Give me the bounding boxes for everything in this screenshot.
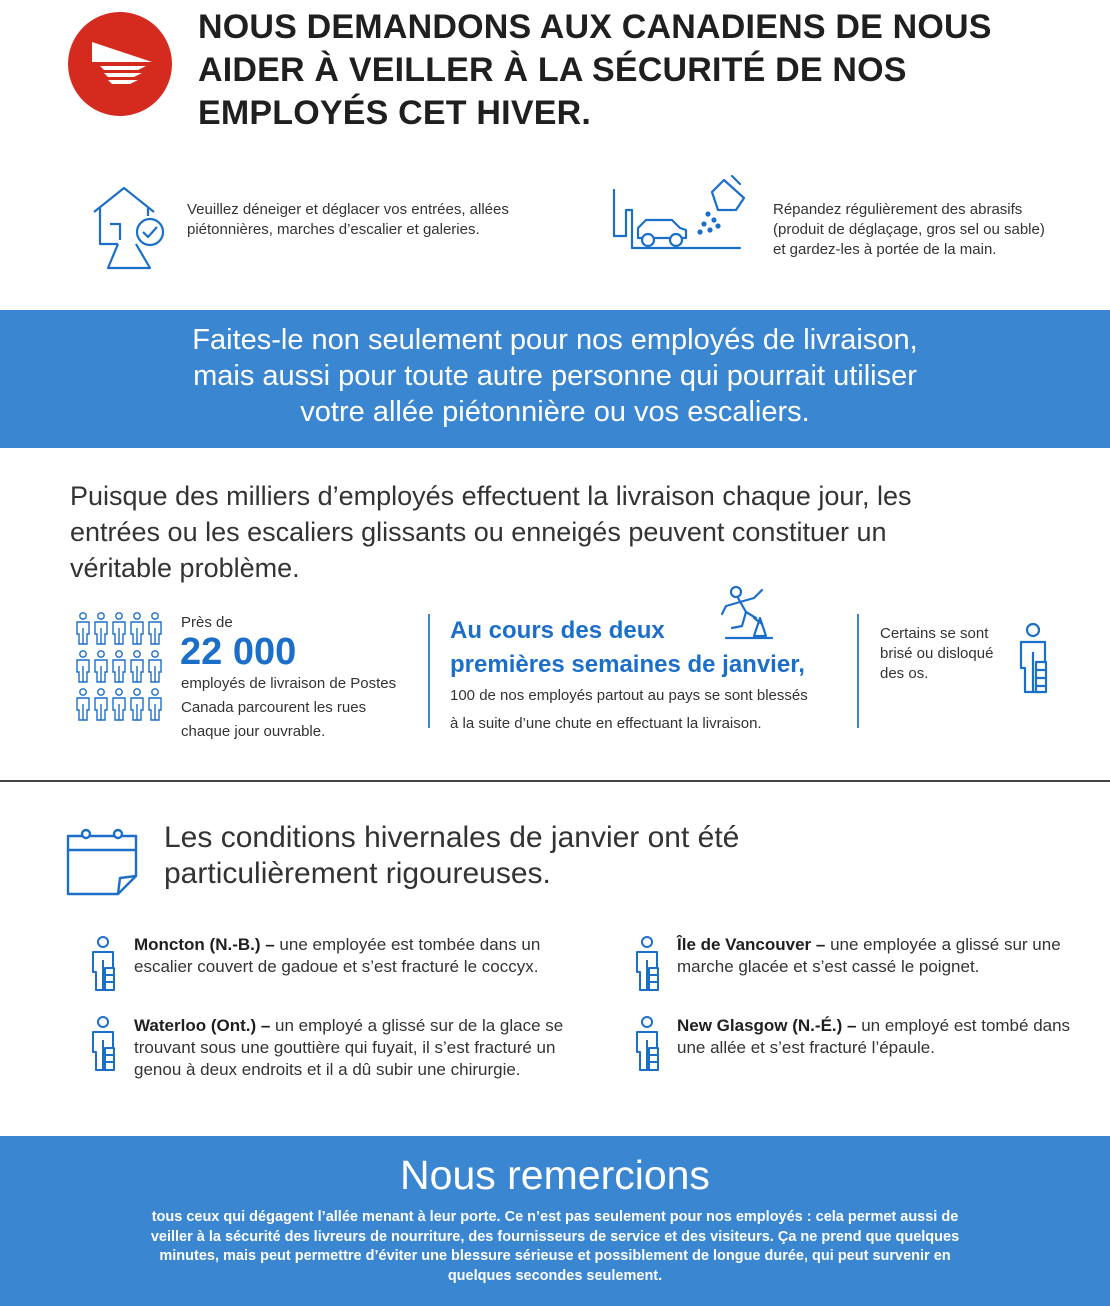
slipping-person-icon — [716, 584, 774, 642]
person-figure — [113, 613, 125, 644]
incident-moncton: Moncton (N.-B.) – une employée est tombée dans un escalier couvert de gadoue et s’est fracturé le coccyx. — [134, 935, 541, 976]
tip-spread-abrasives: Répandez régulièrement des abrasifs (produit de déglaçage, gros sel ou sable) et gardez-les à portée de la main. — [773, 201, 1045, 258]
employees-prefix: Près de — [181, 614, 233, 631]
person-figure — [77, 651, 89, 682]
injuries-description: 100 de nos employés partout au pays se sont blessés à la suite d’une chute en effectuant la livraison. — [450, 687, 808, 732]
people-grid-icon — [74, 610, 166, 726]
divider — [428, 614, 430, 728]
person-figure — [149, 689, 161, 720]
person-figure — [131, 613, 143, 644]
person-figure — [149, 651, 161, 682]
injured-person-icon — [1012, 622, 1054, 694]
injured-person-icon — [632, 936, 662, 992]
injured-person-icon — [632, 1016, 662, 1072]
employees-count: 22 000 — [180, 631, 297, 673]
person-figure — [77, 613, 89, 644]
tip-clear-entrances: Veuillez déneiger et déglacer vos entrées, allées piétonnières, marches d’escalier et galeries. — [187, 201, 509, 238]
car-salt-shaker-icon — [612, 170, 762, 254]
person-figure — [77, 689, 89, 720]
calendar-icon — [66, 826, 140, 896]
incident-vancouver-island: Île de Vancouver – une employée a glissé sur une marche glacée et s’est cassé le poignet. — [677, 935, 1061, 976]
person-figure — [95, 613, 107, 644]
thanks-title: Nous remercions — [400, 1152, 710, 1198]
person-figure — [113, 689, 125, 720]
canada-post-logo — [68, 12, 172, 116]
fractures-text: Certains se sont brisé ou disloqué des os. — [880, 625, 994, 682]
conditions-title: Les conditions hivernales de janvier ont été particulièrement rigoureuses. — [164, 821, 740, 890]
banner-text: Faites-le non seulement pour nos employés de livraison, mais aussi pour toute autre personne qui pourrait utiliser votre allée piétonnière ou vos escaliers. — [192, 324, 918, 428]
injured-person-icon — [88, 936, 118, 992]
thanks-text: tous ceux qui dégagent l’allée menant à leur porte. Ce n’est pas seulement pour nos employés : cela permet aussi de veiller à la sécurité des livreurs de nourriture, des fournisseurs de service et des visiteurs. Ça ne prend que quelques minutes, mais peut permettre d’éviter une blessure sérieuse et possiblement de longue durée, qui peut survenir en quelques secondes seulement. — [150, 1209, 960, 1284]
person-figure — [113, 651, 125, 682]
person-figure — [95, 689, 107, 720]
section-divider — [0, 780, 1110, 782]
incident-new-glasgow: New Glasgow (N.-É.) – un employé est tombé dans une allée et s’est fracturé l’épaule. — [677, 1016, 1071, 1057]
house-path-check-icon — [84, 182, 174, 272]
divider — [857, 614, 859, 728]
employees-description: employés de livraison de Postes Canada parcourent les rues chaque jour ouvrable. — [181, 675, 397, 740]
intro-paragraph: Puisque des milliers d’employés effectuent la livraison chaque jour, les entrées ou les escaliers glissants ou enneigés peuvent constituer un véritable problème. — [70, 481, 912, 583]
incident-waterloo: Waterloo (Ont.) – un employé a glissé sur de la glace se trouvant sous une gouttière qui fuyait, il s’est fracturé un genou à deux endroits et il a dû subir une chirurgie. — [134, 1016, 564, 1079]
page-title: NOUS DEMANDONS AUX CANADIENS DE NOUS AIDER À VEILLER À LA SÉCURITÉ DE NOS EMPLOYÉS CET HIVER. — [198, 8, 992, 132]
person-figure — [149, 613, 161, 644]
person-figure — [131, 651, 143, 682]
injuries-heading: Au cours des deux premières semaines de janvier, — [450, 617, 805, 678]
person-figure — [131, 689, 143, 720]
person-figure — [95, 651, 107, 682]
injured-person-icon — [88, 1016, 118, 1072]
